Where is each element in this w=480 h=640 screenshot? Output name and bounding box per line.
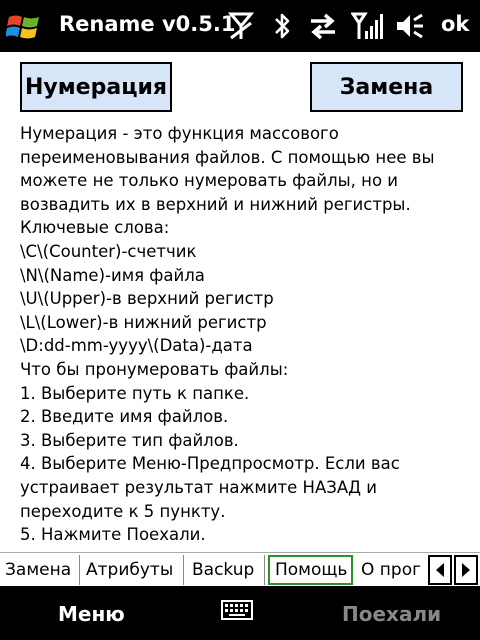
tab-about[interactable]: О прог — [361, 560, 422, 580]
tab-scroll-right-button[interactable] — [454, 555, 478, 585]
help-text — [20, 122, 475, 547]
ok-button[interactable]: ok — [441, 12, 470, 36]
help-line: 5. Нажмите Поехали. — [20, 525, 206, 545]
triangle-left-icon — [434, 562, 446, 578]
triangle-right-icon — [460, 562, 472, 578]
main-content — [0, 52, 480, 552]
bluetooth-icon[interactable] — [272, 11, 292, 41]
help-line: можете не только нумеровать файлы, но и — [20, 171, 399, 191]
tab-backup[interactable]: Backup — [187, 555, 265, 585]
signal-off-icon[interactable] — [228, 11, 254, 41]
help-line: устраивает результат нажмите НАЗАД и — [20, 477, 377, 497]
app-title: Rename v0.5.1 — [59, 12, 236, 36]
tab-strip — [0, 552, 480, 586]
help-line: \L\(Lower)-в нижний регистр — [20, 312, 267, 332]
help-line: 4. Выберите Меню-Предпросмотр. Если вас — [20, 454, 400, 474]
help-line: переименовывания файлов. С помощью нее вы — [20, 147, 435, 167]
tab-help[interactable]: Помощь — [268, 555, 353, 585]
keyboard-icon[interactable] — [221, 600, 253, 620]
numbering-button[interactable]: Нумерация — [20, 62, 172, 112]
tab-replace[interactable]: Замена — [0, 555, 80, 585]
tab-attributes[interactable]: Атрибуты — [81, 555, 184, 585]
help-line: 1. Выберите путь к папке. — [20, 383, 250, 403]
tab-scroll-left-button[interactable] — [428, 555, 452, 585]
softkey-bar — [0, 588, 480, 640]
title-bar — [0, 0, 480, 52]
menu-softkey[interactable]: Меню — [58, 602, 125, 626]
help-line: переходите к 5 пункту. — [20, 501, 226, 521]
help-line: \D:dd-mm-yyyy\(Data)-дата — [20, 336, 253, 356]
help-line: Ключевые слова: — [20, 218, 170, 238]
volume-icon[interactable] — [395, 11, 425, 41]
help-line: 2. Введите имя файлов. — [20, 407, 229, 427]
help-line: Нумерация - это функция массового — [20, 124, 339, 143]
replace-button[interactable]: Замена — [310, 62, 463, 112]
help-line: Что бы пронумеровать файлы: — [20, 359, 289, 379]
help-line: \C\(Counter)-счетчик — [20, 241, 197, 261]
help-line: \U\(Upper)-в верхний регистр — [20, 289, 274, 309]
help-line: \N\(Name)-имя файла — [20, 265, 205, 285]
go-softkey[interactable]: Поехали — [342, 602, 442, 626]
help-line: возвадить их в верхний и нижний регистры. — [20, 194, 411, 214]
help-line: 3. Выберите тип файлов. — [20, 430, 239, 450]
data-connection-icon[interactable] — [307, 11, 339, 41]
windows-start-icon[interactable] — [6, 9, 42, 43]
cellular-signal-icon[interactable] — [351, 11, 383, 41]
